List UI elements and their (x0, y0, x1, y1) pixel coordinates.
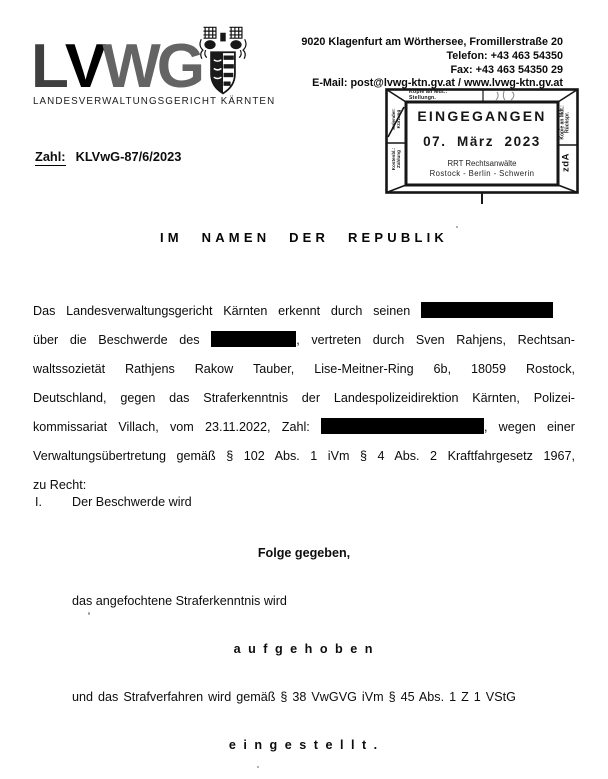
stamp-left-top-line1: Kalender: (391, 108, 396, 130)
stamp-left-bottom-line2: Zahlung (396, 150, 401, 168)
logo-letter-l: L (31, 32, 65, 101)
redaction-box (211, 331, 296, 347)
paragraph-line: Verwaltungsübertretung gemäß § 102 Abs. 1 iVm § 4 Abs. 2 Kraftfahrgesetz 1967, (33, 449, 575, 463)
document-heading: IM NAMEN DER REPUBLIK (159, 230, 449, 245)
decision-paragraph (33, 297, 575, 500)
stamp-copy-line1: Kopie an Mdt.: (409, 89, 448, 95)
contact-phone: Telefon: +43 463 54350 (446, 49, 563, 62)
stamp-right-top-line1: Kopie an Mdt.: (559, 105, 566, 140)
verdict-folge-gegeben: Folge gegeben, (257, 546, 351, 560)
stamp-left-top-field (391, 102, 401, 136)
redaction-box (321, 418, 484, 434)
paragraph-text: über die Beschwerde des (33, 333, 200, 347)
paragraph-line: waltssozietät Rathjens Rakow Tauber, Lise-Meitner-Ring 6b, 18059 Rostock, (33, 362, 575, 376)
paragraph-text: Das Landesverwaltungsgericht Kärnten erkennt durch seinen (33, 304, 411, 318)
ruling-item-text: Der Beschwerde wird (72, 495, 192, 509)
stamp-left-bottom-line1: Kostenbl.: (391, 147, 396, 171)
paragraph-line (33, 326, 575, 355)
contact-address: 9020 Klagenfurt am Wörthersee, Fromillerstraße 20 (301, 36, 563, 48)
handwritten-mark-icon (496, 91, 514, 100)
verdict-aufgehoben: a u f g e h o b e n (233, 642, 375, 656)
logo-letter-v: V (64, 32, 103, 101)
stamp-firm-name: RRT Rechtsanwälte (447, 159, 517, 168)
scan-speck (456, 226, 458, 228)
receipt-stamp (385, 88, 579, 194)
file-number-row (35, 149, 181, 166)
stamp-bottom-tick (481, 193, 483, 204)
stamp-received-label: EINGEGANGEN (417, 108, 547, 124)
redaction-box (421, 302, 553, 318)
paragraph-text: , wegen einer (483, 420, 575, 434)
paragraph-line: Deutschland, gegen das Straferkenntnis der Landespolizeidirektion Kärnten, Polizei- (33, 391, 575, 405)
stamp-left-bottom-field (391, 142, 401, 176)
stamp-left-top-line2: Kürzung (396, 109, 401, 129)
contact-fax: Fax: +43 463 54350 29 (450, 63, 563, 76)
ruling-item-1 (35, 495, 192, 509)
stamp-copy-line2: Stellungn. (409, 94, 437, 101)
contact-email-web: E-Mail: post@lvwg-ktn.gv.at / www.lvwg-ktn.gv.at (312, 77, 563, 90)
stamp-right-top-line2: Rückspr. (565, 111, 571, 133)
paragraph-line: zu Recht: (33, 478, 87, 492)
paragraph-line (33, 297, 575, 326)
stamp-zda-field: zdA (560, 153, 572, 172)
stamp-right-top-field (561, 102, 572, 142)
stamp-firm-cities: Rostock - Berlin - Schwerin (429, 169, 535, 178)
verdict-eingestellt: e i n g e s t e l l t . (228, 738, 380, 752)
paragraph-line (33, 413, 575, 442)
file-number-value: KLVwG-87/6/2023 (75, 149, 182, 164)
stamp-date: 07. März 2023 (423, 134, 541, 149)
court-name-label: LANDESVERWALTUNGSGERICHT KÄRNTEN (33, 96, 276, 107)
paragraph-text: , vertreten durch Sven Rahjens, Rechtsan- (296, 333, 575, 347)
ruling-item-number: I. (35, 495, 42, 509)
ruling-text-2: das angefochtene Straferkenntnis wird (72, 594, 287, 608)
ruling-text-3: und das Strafverfahren wird gemäß § 38 VwGVG iVm § 45 Abs. 1 Z 1 VStG (72, 690, 516, 704)
contact-block (301, 36, 563, 91)
lvwg-logo (31, 32, 201, 101)
scan-speck (257, 766, 259, 768)
stamp-copy-field (409, 90, 448, 101)
file-number-label: Zahl: (35, 149, 66, 164)
coat-of-arms-icon (197, 26, 249, 98)
paragraph-text: kommissariat Villach, vom 23.11.2022, Zahl: (33, 420, 310, 434)
logo-letters-wg: WG (102, 32, 201, 101)
scan-speck (88, 612, 90, 615)
